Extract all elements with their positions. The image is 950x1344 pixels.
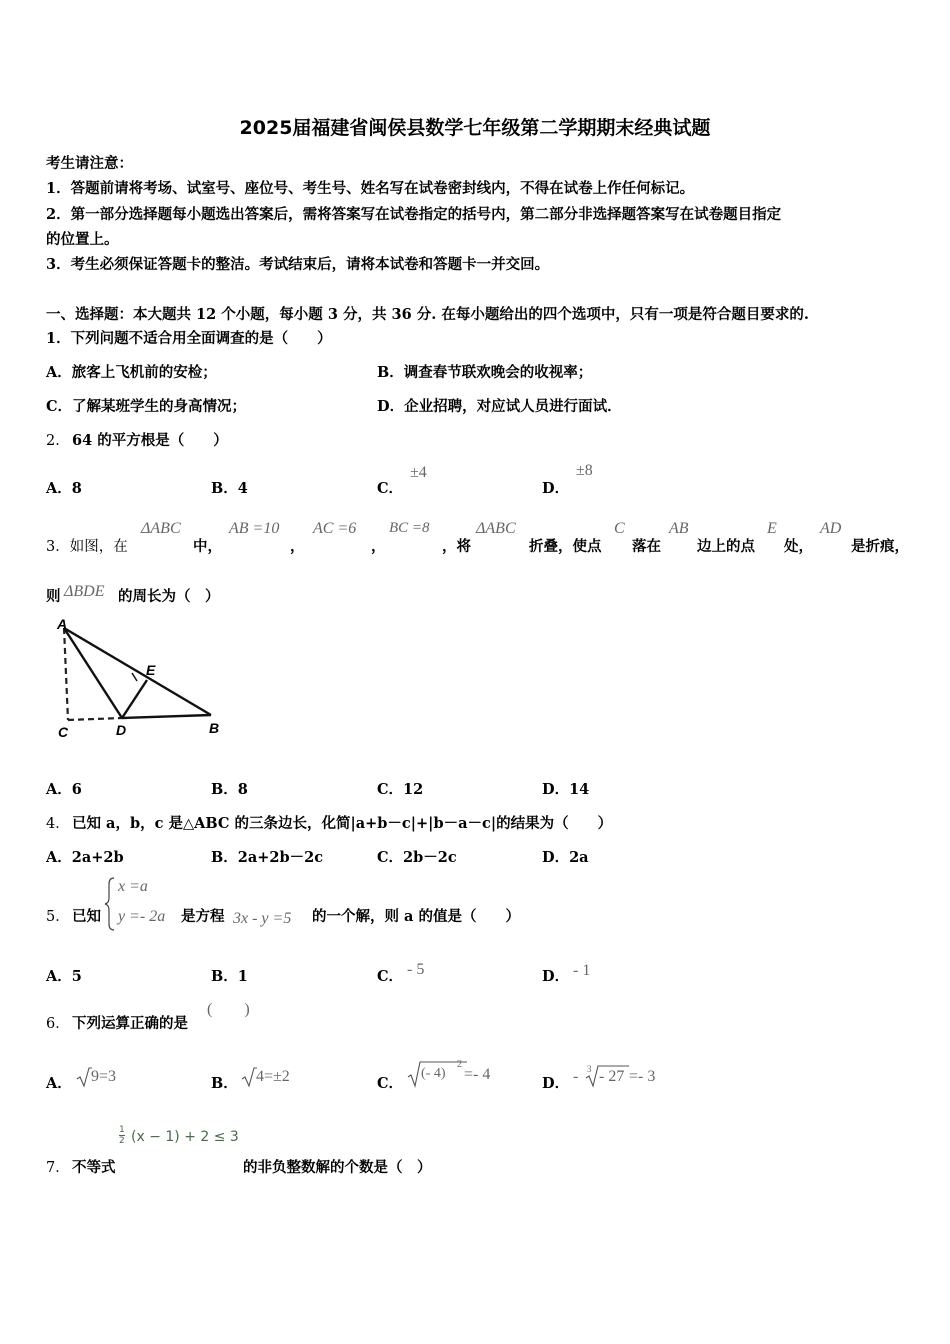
- q6-b-radicand: 4: [256, 1068, 264, 1085]
- q1-stem: 1．下列问题不适合用全面调查的是（ ）: [46, 330, 332, 347]
- q6-stem: 下列运算正确的是: [72, 1015, 188, 1032]
- q7-text: 不等式: [72, 1159, 116, 1176]
- q5-number: 5．: [46, 909, 70, 925]
- segment-ad: [64, 628, 122, 718]
- q4-option-d: D．2a: [542, 849, 589, 866]
- q6-option-c: C．: [377, 1075, 404, 1092]
- q1-option-b: B．调查春节联欢晚会的收视率；: [377, 364, 593, 381]
- q5-option-c: C．: [377, 968, 404, 985]
- q5-option-d: D．: [542, 968, 570, 985]
- q5-equation: 3x - y =5: [233, 910, 292, 927]
- q3-text: 的周长为（ ）: [118, 588, 220, 605]
- q7-frac-den: 2: [119, 1136, 125, 1146]
- q1-option-a: A．旅客上飞机前的安检；: [46, 364, 217, 381]
- q5-text: 是方程: [181, 908, 225, 925]
- label-c: C: [58, 724, 69, 740]
- segment-ab: [64, 628, 211, 715]
- q6-d-result: =- 3: [629, 1068, 656, 1085]
- q2-option-d-value: ±8: [576, 462, 593, 479]
- q3-option-b: B．8: [211, 781, 248, 798]
- q6-c-radicand: (- 4): [421, 1066, 446, 1081]
- q3-math: AB =10: [229, 520, 280, 537]
- triangle-figure: [46, 615, 236, 745]
- q6-c-exponent: 2: [457, 1059, 462, 1070]
- segment-de: [122, 680, 147, 718]
- q2-option-b: B．4: [211, 480, 248, 497]
- q2-option-d: D．: [542, 480, 570, 497]
- q6-option-b: B．: [211, 1075, 238, 1092]
- q3-text: 则: [46, 588, 61, 605]
- q1-option-d: D．企业招聘，对应试人员进行面试．: [377, 398, 622, 415]
- q4-option-c: C．2b－2c: [377, 849, 457, 866]
- notice-item: 1．答题前请将考场、试室号、座位号、考生号、姓名写在试卷密封线内，不得在试卷上作任何标记。: [46, 180, 695, 197]
- q5-text: 已知: [72, 908, 101, 925]
- notice-item: 的位置上。: [46, 231, 119, 248]
- right-angle-mark: [132, 673, 137, 681]
- q2-stem: 64 的平方根是（ ）: [72, 432, 228, 449]
- q6-c-result: =- 4: [464, 1066, 491, 1083]
- q3-text: 是折痕，: [851, 538, 909, 555]
- q7-fraction: [119, 1125, 125, 1146]
- q3-math: AD: [820, 520, 842, 537]
- q4-option-a: A．2a+2b: [46, 849, 124, 866]
- q5-text: 的一个解，则 a 的值是（ ）: [312, 908, 520, 925]
- left-brace-icon: [104, 876, 116, 932]
- q3-text: 中，: [193, 538, 222, 555]
- q3-math: C: [614, 520, 625, 537]
- label-d: D: [116, 722, 127, 738]
- q6-paren: ( ): [207, 1001, 250, 1018]
- segment-cd: [68, 718, 122, 720]
- radical-icon: [241, 1066, 257, 1088]
- q3-text: 边上的点: [697, 538, 755, 555]
- q6-number: 6．: [46, 1016, 70, 1032]
- q3-option-d: D．14: [542, 781, 590, 798]
- q5-system-line2: y =- 2a: [118, 908, 166, 925]
- q3-text: 处，: [784, 538, 813, 555]
- q7-text: 的非负整数解的个数是（ ）: [243, 1159, 432, 1176]
- q5-option-a: A．5: [46, 968, 82, 985]
- q4-stem: 已知 a，b，c 是△ABC 的三条边长，化简|a+b－c|+|b－a－c|的结果为（ ）: [72, 815, 613, 832]
- q3-option-a: A．6: [46, 781, 82, 798]
- notice-item: 2．第一部分选择题每小题选出答案后，需将答案写在试卷指定的括号内，第二部分非选择题答案写在试卷题目指定: [46, 206, 782, 223]
- q6-d-index: 3: [587, 1064, 592, 1074]
- q3-math: E: [767, 520, 777, 537]
- q3-math: BC =8: [389, 520, 430, 536]
- q6-option-a: A．: [46, 1075, 72, 1092]
- q3-math: ΔBDE: [64, 583, 105, 600]
- q6-b-result: =±2: [264, 1068, 290, 1085]
- q2-option-c-value: ±4: [410, 464, 427, 481]
- q6-a-radicand: 9: [91, 1068, 99, 1085]
- q3-text: 3．如图，在: [46, 539, 128, 555]
- q5-option-b: B．1: [211, 968, 248, 985]
- q3-math: AC =6: [313, 520, 357, 537]
- page-title: 2025届福建省闽侯县数学七年级第二学期期末经典试题: [239, 117, 711, 139]
- q4-option-b: B．2a+2b－2c: [211, 849, 324, 866]
- q6-a-result: =3: [99, 1068, 117, 1085]
- label-a: A: [57, 616, 68, 632]
- q3-text: 折叠，使点: [529, 538, 602, 555]
- q5-option-d-value: - 1: [573, 962, 591, 979]
- segment-db: [122, 715, 211, 718]
- q3-text: 落在: [632, 538, 661, 555]
- q5-system-line1: x =a: [118, 878, 148, 895]
- q7-number: 7．: [46, 1160, 70, 1176]
- q7-frac-num: 1: [119, 1125, 125, 1135]
- segment-ac: [64, 628, 68, 720]
- q3-option-c: C．12: [377, 781, 424, 798]
- label-b: B: [209, 720, 220, 736]
- q6-option-d: D．: [542, 1075, 570, 1092]
- q2-option-c: C．: [377, 480, 404, 497]
- q5-option-c-value: - 5: [407, 961, 425, 978]
- q4-number: 4．: [46, 816, 70, 832]
- notice-heading: 考生请注意：: [46, 155, 133, 172]
- q3-text: ，: [290, 538, 305, 555]
- q7-inequality: (x − 1) + 2 ≤ 3: [131, 1129, 239, 1145]
- section-heading: 一、选择题：本大题共 12 个小题，每小题 3 分，共 36 分. 在每小题给出的四个选项中，只有一项是符合题目要求的.: [46, 306, 809, 323]
- q1-option-c: C．了解某班学生的身高情况；: [46, 398, 247, 415]
- q6-d-radicand: - 27: [599, 1068, 625, 1085]
- q2-number: 2．: [46, 433, 70, 449]
- q6-d-sign: -: [573, 1068, 579, 1085]
- notice-item: 3．考生必须保证答题卡的整洁。考试结束后，请将本试卷和答题卡一并交回。: [46, 256, 550, 273]
- q3-math: ΔABC: [476, 520, 516, 537]
- radical-icon: [76, 1066, 92, 1088]
- q3-text: ，: [371, 538, 386, 555]
- q3-math: ΔABC: [141, 520, 181, 537]
- q3-math: AB: [669, 520, 689, 537]
- q3-text: ，将: [442, 538, 471, 555]
- q2-option-a: A．8: [46, 480, 82, 497]
- label-e: E: [146, 662, 156, 678]
